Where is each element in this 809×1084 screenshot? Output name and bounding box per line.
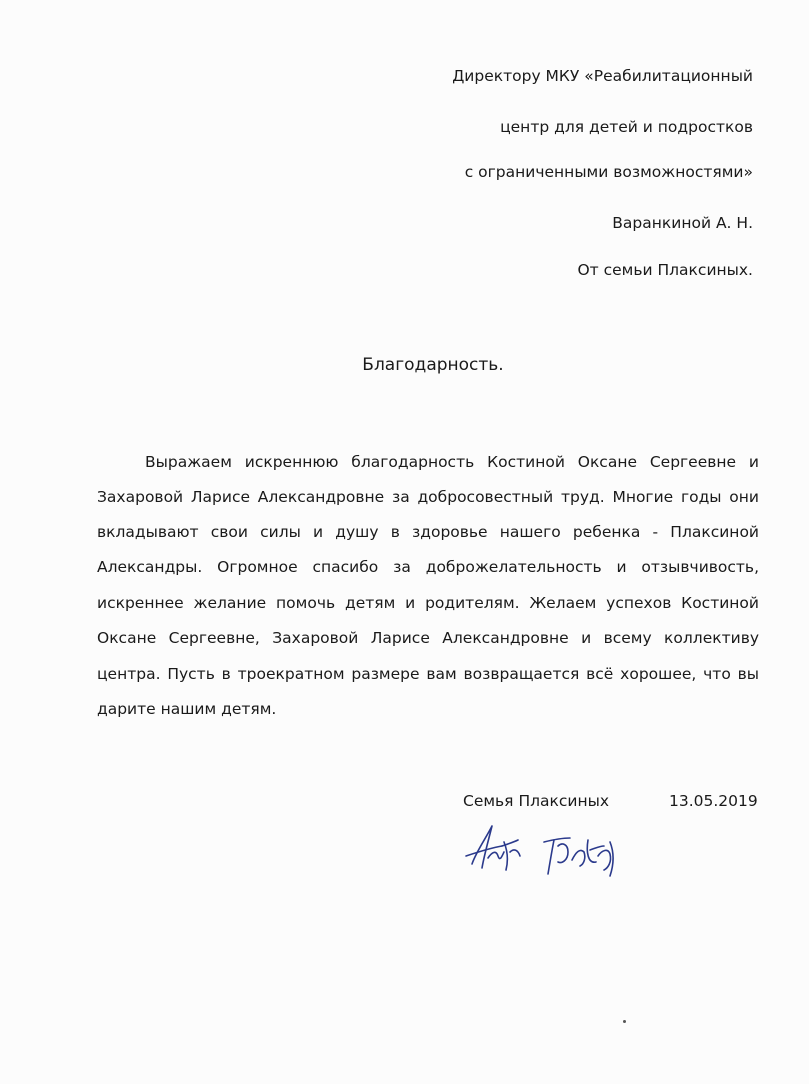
body-line-5: искреннее желание помочь детям и родителям. Желаем успехов Костиной bbox=[97, 594, 759, 612]
body-line-2: Захаровой Ларисе Александровне за добросовестный труд. Многие годы они bbox=[97, 488, 759, 506]
body-line-6: Оксане Сергеевне, Захаровой Ларисе Александровне и всему коллективу bbox=[97, 629, 759, 647]
paper-speck bbox=[623, 1020, 626, 1023]
addressee-line-1: Директору МКУ «Реабилитационный bbox=[452, 67, 753, 85]
body-line-1: Выражаем искреннюю благодарность Костиной Оксане Сергеевне и bbox=[145, 453, 759, 471]
addressee-line-4: Варанкиной А. Н. bbox=[612, 214, 753, 232]
body-line-7: центра. Пусть в троекратном размере вам возвращается всё хорошее, что вы bbox=[97, 665, 759, 683]
addressee-line-3: с ограниченными возможностями» bbox=[464, 163, 753, 181]
signature-from: Семья Плаксиных bbox=[463, 792, 610, 810]
signature-date: 13.05.2019 bbox=[669, 792, 758, 810]
addressee-line-2: центр для детей и подростков bbox=[500, 118, 753, 136]
body-line-3: вкладывают свои силы и душу в здоровье нашего ребенка - Плаксиной bbox=[97, 523, 759, 541]
body-line-4: Александры. Огромное спасибо за доброжелательность и отзывчивость, bbox=[97, 558, 759, 576]
body-line-8: дарите нашим детям. bbox=[97, 700, 277, 718]
addressee-line-5: От семьи Плаксиных. bbox=[577, 261, 753, 279]
letter-title: Благодарность. bbox=[362, 355, 504, 375]
handwritten-signature bbox=[458, 812, 628, 892]
